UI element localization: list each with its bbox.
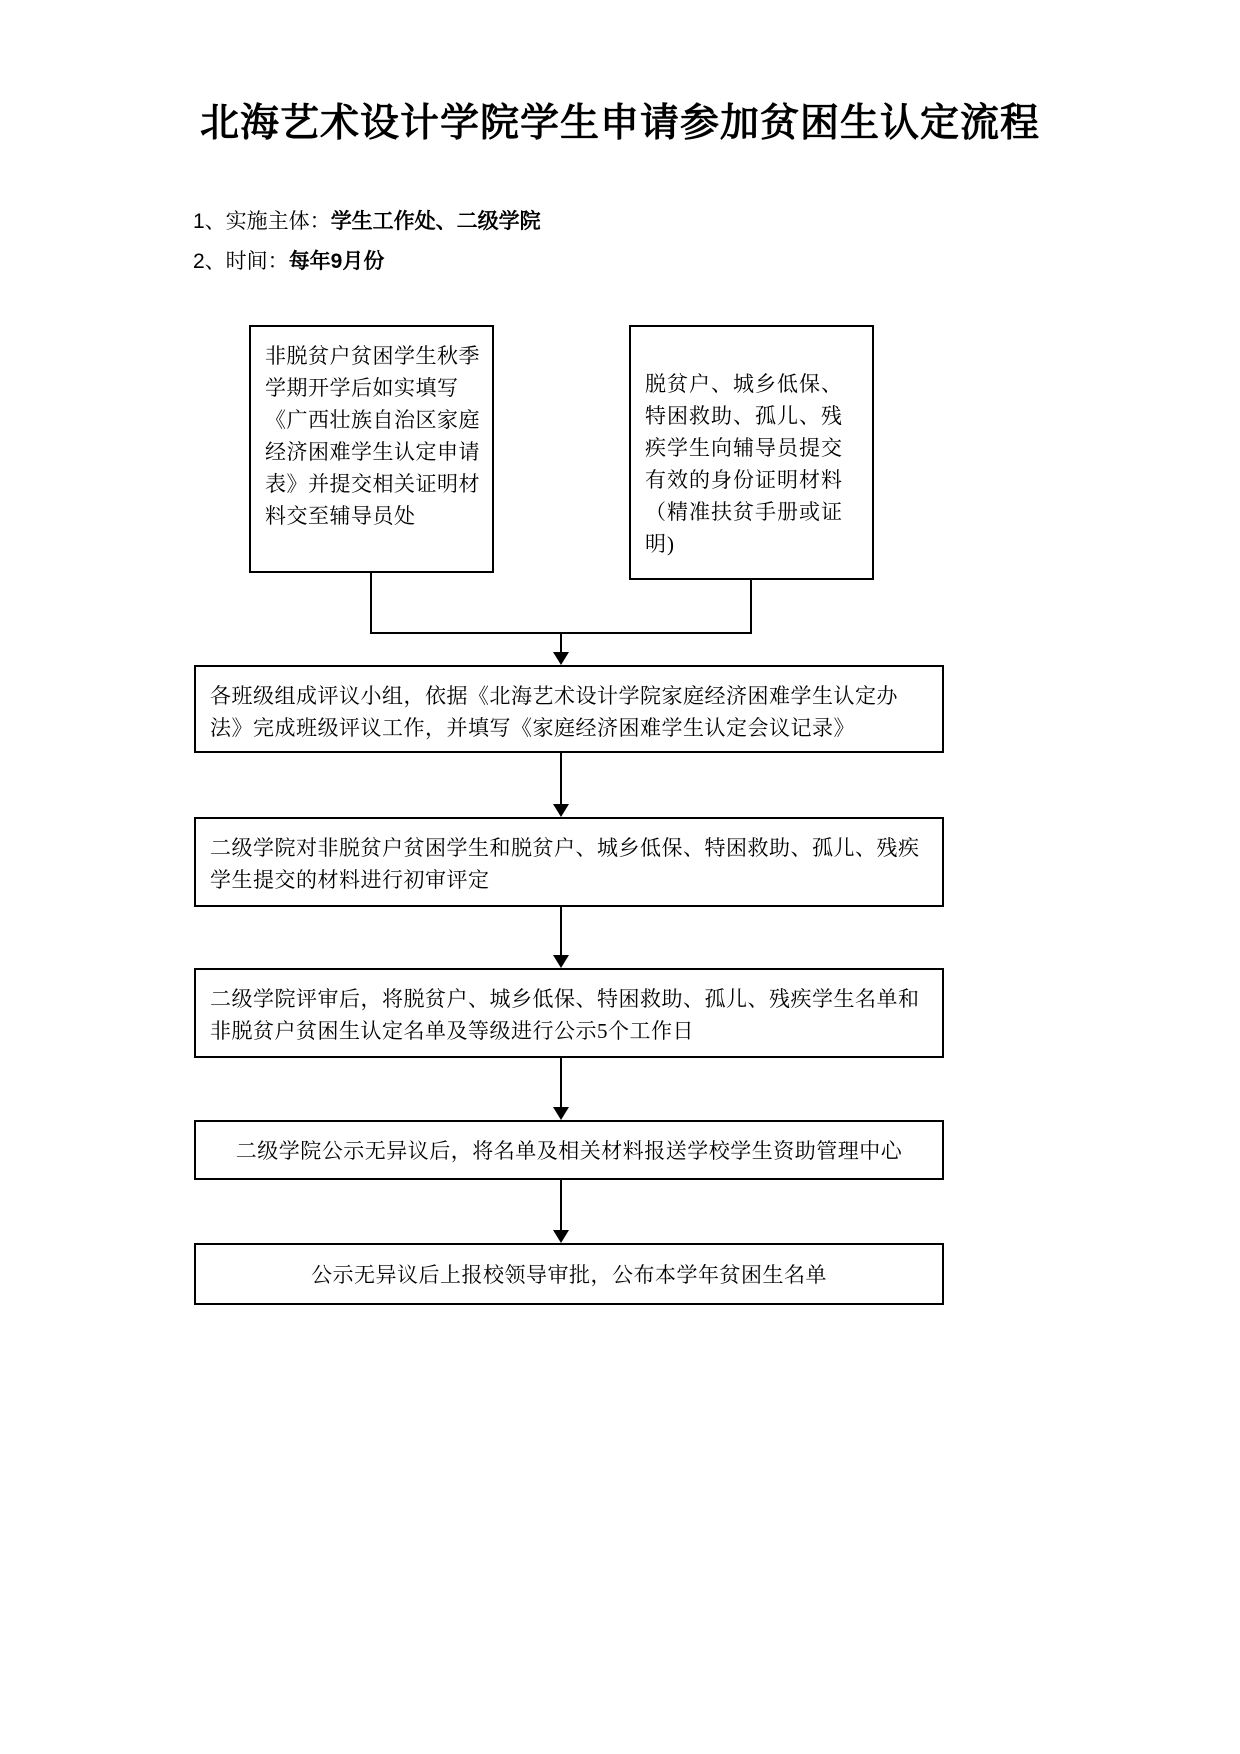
meta-subject-label: 1、实施主体：	[193, 210, 331, 233]
page-title: 北海艺术设计学院学生申请参加贫困生认定流程	[199, 102, 1040, 145]
flow-node-non-poverty-student-text: 非脱贫户贫困学生秋季学期开学后如实填写《广西壮族自治区家庭经济困难学生认定申请表》并提交相关证明材料交至辅导员处	[265, 344, 480, 528]
flow-node-college-first-review	[194, 817, 944, 907]
connector-publicity-to-report	[560, 1058, 562, 1107]
meta-subject-value: 学生工作处、二级学院	[330, 210, 541, 233]
arrow-to-first-review	[553, 804, 569, 817]
connector-class-to-first-review	[560, 753, 562, 804]
flow-node-poverty-household-student-text: 脱贫户、城乡低保、特困救助、孤儿、残疾学生向辅导员提交有效的身份证明材料（精准扶贫手册或证明)	[645, 372, 843, 556]
meta-subject	[193, 205, 541, 235]
arrow-to-class-review	[553, 652, 569, 665]
flow-node-class-review-group-text: 各班级组成评议小组，依据《北海艺术设计学院家庭经济困难学生认定办法》完成班级评议工作，并填写《家庭经济困难学生认定会议记录》	[210, 684, 898, 740]
connector-merge-down	[560, 632, 562, 652]
flow-node-report-to-center	[194, 1120, 944, 1180]
connector-left-down	[370, 573, 372, 633]
meta-time-value: 每年9月份	[288, 250, 385, 273]
meta-time	[193, 245, 384, 275]
arrow-to-final-approval	[553, 1230, 569, 1243]
flow-node-class-review-group	[194, 665, 944, 753]
flow-node-final-approval-text: 公示无异议后上报校领导审批，公布本学年贫困生名单	[311, 1263, 827, 1287]
connector-right-down	[750, 580, 752, 633]
flow-node-college-first-review-text: 二级学院对非脱贫户贫困学生和脱贫户、城乡低保、特困救助、孤儿、残疾学生提交的材料进行初审评定	[210, 836, 920, 892]
flow-node-college-publicity	[194, 968, 944, 1058]
flow-node-college-publicity-text: 二级学院评审后，将脱贫户、城乡低保、特困救助、孤儿、残疾学生名单和非脱贫户贫困生认定名单及等级进行公示5个工作日	[210, 987, 920, 1043]
connector-report-to-final	[560, 1180, 562, 1230]
connector-first-review-to-publicity	[560, 907, 562, 955]
flow-node-report-to-center-text: 二级学院公示无异议后，将名单及相关材料报送学校学生资助管理中心	[235, 1139, 903, 1163]
flow-node-poverty-household-student	[629, 325, 874, 580]
arrow-to-publicity	[553, 955, 569, 968]
arrow-to-report-center	[553, 1107, 569, 1120]
flow-node-non-poverty-student	[249, 325, 494, 573]
flow-node-final-approval	[194, 1243, 944, 1305]
meta-time-label: 2、时间：	[193, 250, 289, 273]
